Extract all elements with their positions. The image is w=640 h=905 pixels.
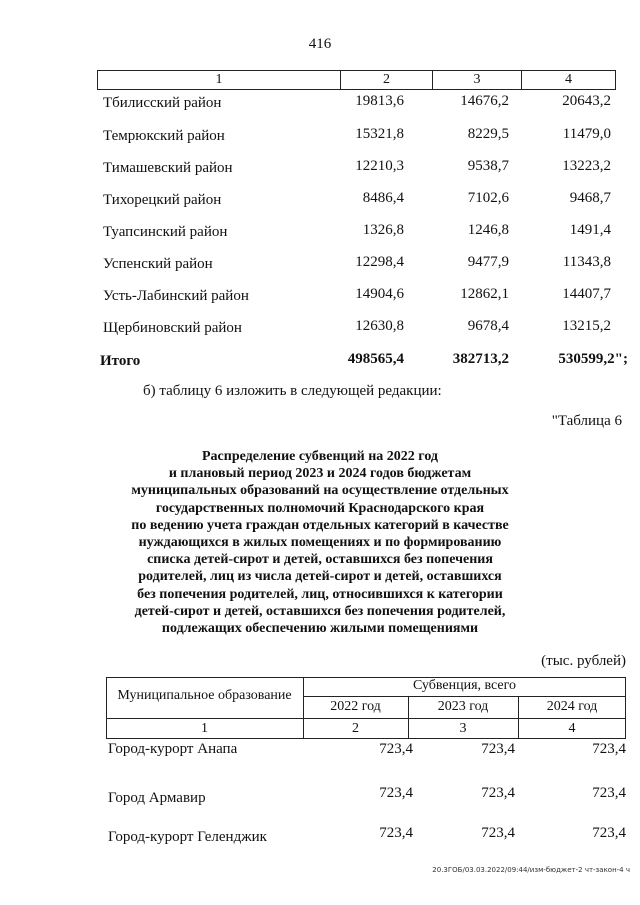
col-number-3: 3: [459, 721, 467, 736]
table-row: [0, 318, 640, 340]
row-value-2022: 8486,4: [362, 190, 404, 206]
row-value-2024: 723,4: [592, 825, 626, 841]
row-value-2024: 1491,4: [569, 222, 611, 238]
table-label: "Таблица 6: [551, 413, 622, 429]
total-value-2023: 382713,2: [452, 351, 509, 367]
row-value-2022: 723,4: [379, 741, 413, 757]
row-value-2023: 1246,8: [467, 222, 509, 238]
table-row: [0, 93, 640, 115]
table1-header-col-1: 1: [98, 71, 341, 89]
row-value-2024: 723,4: [592, 785, 626, 801]
row-name: Тимашевский район: [103, 160, 233, 176]
row-value-2024: 14407,7: [562, 286, 611, 302]
title-line: государственных полномочий Краснодарского края: [155, 500, 485, 516]
row-value-2022: 19813,6: [355, 93, 404, 109]
row-value-2023: 9678,4: [467, 318, 509, 334]
page-number: 416: [308, 36, 332, 52]
row-value-2023: 723,4: [481, 825, 515, 841]
table-row: [0, 825, 640, 847]
table-row: [0, 190, 640, 212]
table-title: [0, 448, 640, 637]
row-value-2023: 723,4: [481, 785, 515, 801]
title-line: Распределение субвенций на 2022 год: [202, 449, 438, 464]
instruction-text: б) таблицу 6 изложить в следующей редакции:: [143, 383, 442, 399]
table-row: [0, 286, 640, 308]
row-name: Город-курорт Геленджик: [108, 829, 267, 845]
title-line: без попечения родителей, лиц, относившихся к категории: [137, 586, 503, 602]
total-value-2024: 530599,2";: [558, 351, 628, 367]
title-line: и плановый период 2023 и 2024 годов бюджетам: [168, 466, 472, 482]
row-value-2024: 20643,2: [562, 93, 611, 109]
row-value-2023: 12862,1: [460, 286, 509, 302]
row-name: Тбилисский район: [103, 95, 222, 111]
row-name: Город-курорт Анапа: [108, 741, 238, 757]
table1-header-col-2: 2: [341, 71, 433, 89]
row-value-2024: 9468,7: [569, 190, 611, 206]
title-line: родителей, лиц из числа детей-сирот и детей, оставшихся: [138, 569, 502, 585]
row-value-2023: 7102,6: [467, 190, 509, 206]
title-line: нуждающихся в жилых помещениях и по формированию: [138, 535, 502, 551]
row-name: Город Армавир: [108, 790, 206, 806]
footer-code: 20.3ГОБ/03.03.2022/09:44/изм-бюджет-2 чт-закон-4 ч: [432, 866, 630, 874]
title-line: подлежащих обеспечению жилыми помещениями: [161, 621, 479, 637]
row-value-2022: 12298,4: [355, 254, 404, 270]
table2-header: [106, 677, 626, 739]
row-name: Туапсинский район: [103, 224, 228, 240]
row-name: Тихорецкий район: [103, 192, 222, 208]
row-value-2024: 13223,2: [562, 158, 611, 174]
col-subvention-header: Субвенция, всего: [412, 678, 517, 693]
row-name: Успенский район: [103, 256, 213, 272]
table-row: [0, 741, 640, 763]
title-line: детей-сирот и детей, оставшихся без попечения родителей,: [134, 603, 506, 619]
row-value-2023: 14676,2: [460, 93, 509, 109]
title-line: по ведению учета граждан отдельных категорий в качестве: [131, 517, 509, 533]
col-municipality-header: Муниципальное образование: [117, 688, 292, 703]
table-row: [0, 126, 640, 148]
divider: [303, 696, 626, 697]
row-name: Щербиновский район: [103, 320, 242, 336]
col-year-2022: 2022 год: [330, 699, 381, 714]
col-year-2023: 2023 год: [437, 699, 489, 714]
table-row: [0, 158, 640, 180]
row-value-2022: 723,4: [379, 825, 413, 841]
total-value-2022: 498565,4: [347, 351, 404, 367]
row-value-2023: 9538,7: [467, 158, 509, 174]
row-name: Усть-Лабинский район: [103, 288, 249, 304]
title-line: списка детей-сирот и детей, оставшихся без попечения: [147, 552, 493, 568]
col-year-2024: 2024 год: [546, 699, 598, 714]
row-value-2024: 13215,2: [562, 318, 611, 334]
col-number-2: 2: [352, 721, 359, 736]
row-value-2022: 1326,8: [362, 222, 404, 238]
table-row: [0, 254, 640, 276]
row-value-2022: 12210,3: [355, 158, 404, 174]
row-value-2023: 9477,9: [467, 254, 509, 270]
row-name: Темрюкский район: [103, 128, 225, 144]
row-value-2022: 15321,8: [355, 126, 404, 142]
table1-header-col-4: 4: [565, 72, 572, 87]
row-value-2023: 8229,5: [467, 126, 509, 142]
row-value-2023: 723,4: [481, 741, 515, 757]
col-number-1: 1: [201, 721, 208, 736]
row-value-2024: 11479,0: [562, 126, 611, 142]
title-line: муниципальных образований на осуществление отдельных: [131, 483, 509, 499]
units-label: (тыс. рублей): [541, 653, 626, 669]
total-label: Итого: [100, 353, 141, 369]
table1-header-col-3: 3: [433, 71, 522, 89]
row-value-2022: 723,4: [379, 785, 413, 801]
col-number-4: 4: [568, 721, 576, 736]
row-value-2022: 14904,6: [355, 286, 404, 302]
table-total-row: [0, 351, 640, 373]
row-value-2024: 723,4: [592, 741, 626, 757]
table-row: [0, 222, 640, 244]
row-value-2024: 11343,8: [562, 254, 611, 270]
table1-header: [97, 70, 616, 90]
divider: [106, 718, 626, 719]
row-value-2022: 12630,8: [355, 318, 404, 334]
table-row: [0, 785, 640, 807]
